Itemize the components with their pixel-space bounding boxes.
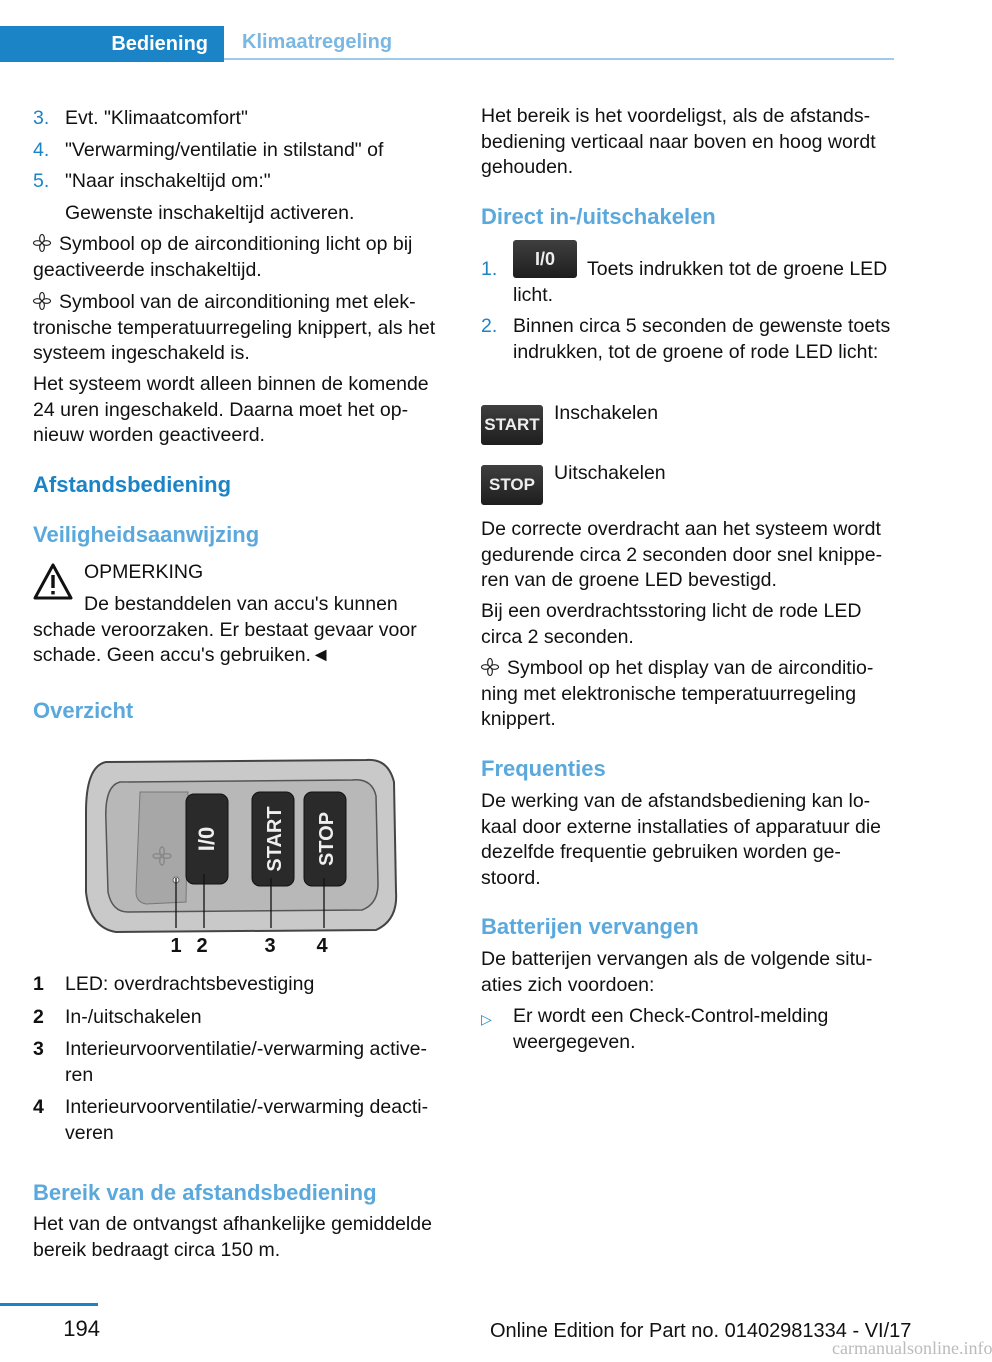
io-button-image: I/0 bbox=[513, 240, 577, 278]
paragraph-batterijen: De batterijen vervangen als de volgende situ-aties zich voordoen: bbox=[481, 948, 873, 996]
step-text: "Naar inschakeltijd om:" bbox=[65, 170, 271, 192]
tab-bediening[interactable]: Bediening bbox=[0, 26, 224, 62]
heading-overzicht: Overzicht bbox=[33, 698, 134, 723]
step-text: Evt. "Klimaatcomfort" bbox=[65, 107, 248, 129]
paragraph-frequenties: De werking van de afstandsbediening kan lo-kaal door externe installaties of apparatuur die dezelfde frequentie gebruiken worden ge-stoord. bbox=[481, 790, 881, 889]
step-subtext: Gewenste inschakeltijd activeren. bbox=[65, 201, 355, 224]
step-number: 1. bbox=[481, 258, 498, 280]
tab-klimaatregeling[interactable]: Klimaatregeling bbox=[224, 26, 894, 60]
page-number: 194 bbox=[63, 1316, 100, 1341]
step-number: 4. bbox=[33, 138, 50, 161]
legend-text: Interieurvoorventilatie/-verwarming active-ren bbox=[65, 1038, 427, 1086]
step-number: 5. bbox=[33, 170, 50, 192]
warning-title: OPMERKING bbox=[84, 561, 204, 583]
steps-list bbox=[33, 106, 453, 226]
heading-veiligheidsaanwijzing: Veiligheidsaanwijzing bbox=[33, 522, 260, 547]
paragraph-text: Symbool op de airconditioning licht op bij geactiveerde inschakeltijd. bbox=[33, 233, 413, 281]
list-item bbox=[481, 1004, 896, 1055]
fan-icon bbox=[481, 658, 499, 676]
step-text: "Verwarming/ventilatie in stilstand" of bbox=[65, 138, 384, 161]
legend-item bbox=[33, 1095, 453, 1146]
legend-item bbox=[33, 1037, 453, 1088]
callout-3: 3 bbox=[264, 935, 276, 957]
legend-text: In-/uitschakelen bbox=[65, 1005, 202, 1028]
remote-control-illustration bbox=[76, 752, 406, 962]
step-number: 3. bbox=[33, 107, 50, 129]
callout-2: 2 bbox=[196, 935, 208, 957]
callout-1: 1 bbox=[170, 935, 182, 957]
start-button-image: START bbox=[481, 405, 543, 445]
legend-text: Interieurvoorventilatie/-verwarming deacti-veren bbox=[65, 1096, 429, 1144]
list-item bbox=[33, 106, 453, 132]
paragraph-storing: Bij een overdrachtsstoring licht de rode LED circa 2 seconden. bbox=[481, 600, 862, 648]
triangle-bullet-icon: ▷ bbox=[481, 1011, 492, 1027]
bullet-text: Er wordt een Check-Control-melding weergegeven. bbox=[513, 1005, 829, 1053]
warning-text: De bestanddelen van accu's kunnen schade veroorzaken. Er bestaat gevaar voor schade. Geen accu's gebruiken.◄ bbox=[33, 593, 417, 666]
legend-text: LED: overdrachtsbevestiging bbox=[65, 973, 315, 995]
remote-btn-start: START bbox=[264, 806, 286, 872]
edition-text: Online Edition for Part no. 01402981334 - VI/17 bbox=[490, 1320, 912, 1342]
legend-item bbox=[33, 972, 453, 998]
stop-button-image: STOP bbox=[481, 465, 543, 505]
heading-direct: Direct in-/uitschakelen bbox=[481, 204, 716, 229]
paragraph-bereik: Het van de ontvangst afhankelijke gemiddelde bereik bedraagt circa 150 m. bbox=[33, 1213, 432, 1261]
callout-4: 4 bbox=[316, 935, 328, 957]
step-text: Toets indrukken tot de groene LED licht. bbox=[513, 258, 888, 306]
legend-number: 4 bbox=[33, 1096, 44, 1118]
legend-number: 3 bbox=[33, 1038, 44, 1060]
step-number: 2. bbox=[481, 315, 498, 337]
watermark: carmanualsonline.info bbox=[832, 1338, 992, 1358]
heading-batterijen: Batterijen vervangen bbox=[481, 914, 699, 939]
symbol-paragraph-2 bbox=[33, 290, 453, 367]
step-text: Binnen circa 5 seconden de gewenste toets indrukken, tot de groene of rode LED licht: bbox=[513, 315, 891, 363]
paragraph-text: Symbool op het display van de airconditio-ning met elektronische temperatuurregeling knippert. bbox=[481, 657, 874, 730]
symbol-paragraph-3 bbox=[481, 656, 896, 733]
remote-btn-stop: STOP bbox=[316, 811, 338, 867]
paragraph-24h: Het systeem wordt alleen binnen de komende 24 uren ingeschakeld. Daarna moet het op-nieuw worden geactiveerd. bbox=[33, 373, 429, 446]
heading-afstandsbediening: Afstandsbediening bbox=[33, 472, 232, 497]
paragraph-bereik-2: Het bereik is het voordeligst, als de afstands-bediening verticaal naar boven en hoog wordt gehouden. bbox=[481, 105, 876, 178]
heading-bereik: Bereik van de afstandsbediening bbox=[33, 1180, 377, 1205]
fan-icon bbox=[33, 234, 51, 252]
legend-number: 2 bbox=[33, 1005, 44, 1028]
legend-number: 1 bbox=[33, 973, 44, 995]
remote-btn-io: I/0 bbox=[194, 826, 219, 852]
list-item bbox=[33, 169, 453, 195]
footer-rule bbox=[0, 1303, 98, 1306]
legend-list bbox=[33, 972, 453, 1146]
heading-frequenties: Frequenties bbox=[481, 756, 606, 781]
paragraph-text: Symbool van de airconditioning met elek-tronische temperatuurregeling knippert, als het systeem ingeschakeld is. bbox=[33, 291, 436, 364]
fan-icon bbox=[33, 292, 51, 310]
start-label: Inschakelen bbox=[554, 402, 659, 424]
symbol-paragraph-1 bbox=[33, 232, 453, 283]
legend-item bbox=[33, 1005, 453, 1031]
stop-label: Uitschakelen bbox=[554, 462, 666, 484]
paragraph-overdracht: De correcte overdracht aan het systeem wordt gedurende circa 2 seconden door snel knippe-ren van de groene LED bevestigd. bbox=[481, 518, 883, 591]
list-item bbox=[33, 138, 453, 164]
